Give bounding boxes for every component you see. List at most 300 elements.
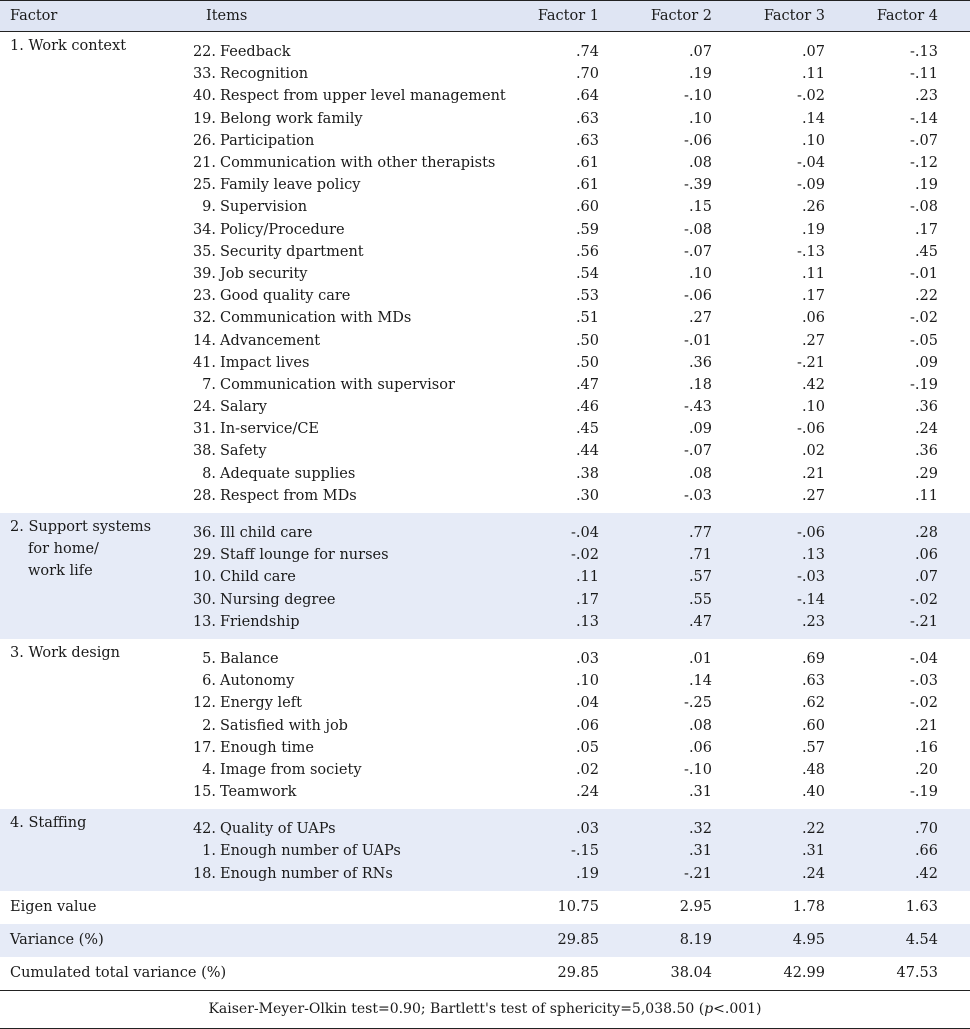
loading-value-factor-1: .05 — [575, 739, 599, 756]
loading-value-factor-4: .20 — [914, 761, 938, 778]
item-cell — [188, 670, 518, 692]
loading-value-factor-2: .08 — [688, 465, 712, 482]
factor-group — [0, 513, 970, 639]
item-label: Security dpartment — [220, 243, 364, 260]
item-label: In-service/CE — [220, 421, 320, 438]
loading-value-factor-1: -.15 — [571, 843, 599, 860]
table-row — [0, 513, 970, 544]
item-label: Child care — [220, 569, 296, 586]
stat-value-factor-3: 4.95 — [792, 932, 825, 949]
item-number: 9. — [202, 199, 216, 216]
loading-value-factor-3: .26 — [801, 199, 825, 216]
stat-value-factor-2: 8.19 — [679, 932, 712, 949]
loading-value-factor-4: .42 — [914, 865, 938, 882]
item-label: Quality of UAPs — [220, 821, 336, 838]
loading-value-factor-3: .11 — [801, 66, 825, 83]
loading-value-factor-2: .27 — [688, 310, 712, 327]
item-number: 28. — [192, 487, 216, 504]
loading-value-factor-4: -.07 — [910, 132, 938, 149]
loading-value-factor-2: .31 — [688, 843, 712, 860]
loading-value-factor-4: .16 — [914, 739, 938, 756]
item-label: Participation — [220, 132, 315, 149]
stat-value-factor-3: 1.78 — [792, 899, 825, 916]
loading-value-factor-4: -.01 — [910, 265, 938, 282]
loading-value-factor-1: .74 — [575, 44, 599, 61]
loading-value-factor-4: -.08 — [910, 199, 938, 216]
loading-value-factor-3: .57 — [801, 739, 825, 756]
loading-value-factor-1: .02 — [575, 761, 599, 778]
item-number: 33. — [192, 66, 216, 83]
header-factor-3: Factor 3 — [744, 1, 857, 32]
loading-value-factor-1: -.04 — [571, 525, 599, 542]
loading-value-factor-1: .53 — [575, 288, 599, 305]
loading-value-factor-3: .13 — [801, 547, 825, 564]
table-row — [0, 32, 970, 64]
loading-value-factor-1: .50 — [575, 354, 599, 371]
loading-value-factor-1: .11 — [575, 569, 599, 586]
factor-name-line: 2. Support systems — [10, 518, 152, 535]
loading-value-factor-1: .61 — [575, 155, 599, 172]
loading-value-factor-2: -.07 — [684, 443, 712, 460]
item-number: 31. — [192, 421, 216, 438]
item-label: Satisfied with job — [220, 717, 348, 734]
item-label: Enough time — [220, 739, 315, 756]
loading-value-factor-4: -.03 — [910, 673, 938, 690]
loading-value-factor-4: .09 — [914, 354, 938, 371]
loading-value-factor-2: -.03 — [684, 487, 712, 504]
loading-value-factor-4: -.02 — [910, 695, 938, 712]
item-number: 7. — [202, 376, 216, 393]
loading-value-factor-2: .10 — [688, 110, 712, 127]
item-number: 36. — [192, 525, 216, 542]
loading-value-factor-1: .64 — [575, 88, 599, 105]
stat-label: Eigen value — [10, 899, 97, 916]
table-row — [0, 809, 970, 840]
loading-value-factor-2: -.01 — [684, 332, 712, 349]
item-label: Communication with supervisor — [220, 376, 455, 393]
loading-value-factor-2: -.07 — [684, 243, 712, 260]
stat-value-factor-3: 42.99 — [783, 965, 825, 982]
loading-value-factor-1: .03 — [575, 821, 599, 838]
item-cell — [188, 759, 518, 781]
loading-value-factor-3: .10 — [801, 399, 825, 416]
factor-group — [0, 809, 970, 891]
item-cell — [188, 611, 518, 639]
loading-value-factor-1: -.02 — [571, 547, 599, 564]
loading-value-factor-1: .61 — [575, 177, 599, 194]
loading-value-factor-3: -.09 — [797, 177, 825, 194]
item-label: Communication with other therapists — [220, 155, 496, 172]
item-cell — [188, 714, 518, 736]
item-number: 2. — [202, 717, 216, 734]
loading-value-factor-1: .38 — [575, 465, 599, 482]
loading-value-factor-2: .55 — [688, 591, 712, 608]
loading-value-factor-3: .69 — [801, 650, 825, 667]
loading-value-factor-4: -.12 — [910, 155, 938, 172]
loading-value-factor-1: .60 — [575, 199, 599, 216]
loading-value-factor-1: .17 — [575, 591, 599, 608]
loading-value-factor-3: .48 — [801, 761, 825, 778]
loading-value-factor-1: .56 — [575, 243, 599, 260]
loading-value-factor-4: .24 — [914, 421, 938, 438]
item-cell — [188, 485, 518, 513]
item-cell — [188, 263, 518, 285]
item-label: Salary — [220, 399, 267, 416]
header-items: Items — [188, 1, 518, 32]
loading-value-factor-1: .10 — [575, 673, 599, 690]
factor-name — [0, 809, 188, 891]
loading-value-factor-4: .22 — [914, 288, 938, 305]
loading-value-factor-2: -.43 — [684, 399, 712, 416]
stat-value-factor-2: 2.95 — [679, 899, 712, 916]
item-number: 24. — [192, 399, 216, 416]
item-label: Friendship — [220, 613, 300, 630]
loading-value-factor-3: -.02 — [797, 88, 825, 105]
loading-value-factor-2: .47 — [688, 613, 712, 630]
stat-value-factor-4: 1.63 — [905, 899, 938, 916]
item-cell — [188, 692, 518, 714]
item-cell — [188, 589, 518, 611]
loading-value-factor-1: .30 — [575, 487, 599, 504]
item-label: Belong work family — [220, 110, 363, 127]
loading-value-factor-2: .09 — [688, 421, 712, 438]
loading-value-factor-3: .63 — [801, 673, 825, 690]
item-cell — [188, 840, 518, 862]
item-cell — [188, 374, 518, 396]
footnote-row — [0, 990, 970, 1028]
loading-value-factor-4: .45 — [914, 243, 938, 260]
header-factor-1: Factor 1 — [518, 1, 631, 32]
footnote — [0, 990, 970, 1028]
loading-value-factor-2: .18 — [688, 376, 712, 393]
loading-value-factor-3: .10 — [801, 132, 825, 149]
item-label: Family leave policy — [220, 177, 361, 194]
loading-value-factor-2: .07 — [688, 44, 712, 61]
item-label: Respect from MDs — [220, 487, 357, 504]
loading-value-factor-2: .31 — [688, 784, 712, 801]
item-cell — [188, 307, 518, 329]
loading-value-factor-2: .71 — [688, 547, 712, 564]
loading-value-factor-2: -.10 — [684, 761, 712, 778]
stat-row — [0, 957, 970, 991]
loading-value-factor-4: .36 — [914, 443, 938, 460]
loading-value-factor-4: -.02 — [910, 591, 938, 608]
factor-name-line: 3. Work design — [10, 644, 120, 661]
item-number: 15. — [192, 784, 216, 801]
item-number: 40. — [192, 88, 216, 105]
loading-value-factor-4: -.19 — [910, 784, 938, 801]
summary-stats — [0, 891, 970, 1029]
loading-value-factor-1: .63 — [575, 132, 599, 149]
loading-value-factor-1: .45 — [575, 421, 599, 438]
item-cell — [188, 463, 518, 485]
loading-value-factor-4: .19 — [914, 177, 938, 194]
item-cell — [188, 152, 518, 174]
item-cell — [188, 174, 518, 196]
item-number: 39. — [192, 265, 216, 282]
loading-value-factor-4: -.02 — [910, 310, 938, 327]
item-cell — [188, 781, 518, 809]
item-cell — [188, 63, 518, 85]
item-label: Enough number of RNs — [220, 865, 393, 882]
loading-value-factor-1: .03 — [575, 650, 599, 667]
factor-name-line: for home/ — [28, 541, 99, 558]
loading-value-factor-2: -.25 — [684, 695, 712, 712]
loading-value-factor-1: .63 — [575, 110, 599, 127]
loading-value-factor-3: -.04 — [797, 155, 825, 172]
loading-value-factor-3: .11 — [801, 265, 825, 282]
loading-value-factor-3: .42 — [801, 376, 825, 393]
loading-value-factor-3: -.21 — [797, 354, 825, 371]
stat-value-factor-4: 47.53 — [896, 965, 938, 982]
item-label: Advancement — [220, 332, 321, 349]
loading-value-factor-4: .23 — [914, 88, 938, 105]
loading-value-factor-1: .70 — [575, 66, 599, 83]
item-cell — [188, 108, 518, 130]
item-number: 29. — [192, 547, 216, 564]
loading-value-factor-2: .15 — [688, 199, 712, 216]
loading-value-factor-2: .32 — [688, 821, 712, 838]
item-number: 8. — [202, 465, 216, 482]
factor-name — [0, 639, 188, 809]
footnote-p-symbol: p — [704, 1001, 714, 1018]
loading-value-factor-3: -.13 — [797, 243, 825, 260]
loading-value-factor-1: .47 — [575, 376, 599, 393]
loading-value-factor-3: .22 — [801, 821, 825, 838]
item-cell — [188, 418, 518, 440]
loading-value-factor-4: -.19 — [910, 376, 938, 393]
loading-value-factor-1: .44 — [575, 443, 599, 460]
loading-value-factor-1: .59 — [575, 221, 599, 238]
item-label: Policy/Procedure — [220, 221, 345, 238]
item-cell — [188, 32, 518, 64]
item-cell — [188, 440, 518, 462]
loading-value-factor-1: .54 — [575, 265, 599, 282]
header-factor-4: Factor 4 — [857, 1, 970, 32]
factor-name-line: 4. Staffing — [10, 815, 87, 832]
loading-value-factor-4: -.05 — [910, 332, 938, 349]
item-cell — [188, 513, 518, 544]
loading-value-factor-3: .31 — [801, 843, 825, 860]
item-number: 26. — [192, 132, 216, 149]
stat-row — [0, 891, 970, 924]
loading-value-factor-4: .66 — [914, 843, 938, 860]
item-cell — [188, 329, 518, 351]
item-label: Supervision — [220, 199, 308, 216]
item-cell — [188, 566, 518, 588]
item-number: 6. — [202, 673, 216, 690]
loading-value-factor-1: .51 — [575, 310, 599, 327]
item-label: Energy left — [220, 695, 302, 712]
loading-value-factor-4: .11 — [914, 487, 938, 504]
loading-value-factor-4: -.13 — [910, 44, 938, 61]
item-label: Respect from upper level management — [220, 88, 506, 105]
loading-value-factor-1: .06 — [575, 717, 599, 734]
loading-value-factor-3: -.06 — [797, 421, 825, 438]
loading-value-factor-2: .14 — [688, 673, 712, 690]
item-label: Ill child care — [220, 525, 313, 542]
loading-value-factor-4: .07 — [914, 569, 938, 586]
loading-value-factor-2: -.06 — [684, 288, 712, 305]
loading-value-factor-4: -.11 — [910, 66, 938, 83]
loading-value-factor-3: .40 — [801, 784, 825, 801]
item-label: Good quality care — [220, 288, 351, 305]
loading-value-factor-3: .14 — [801, 110, 825, 127]
loading-value-factor-4: -.14 — [910, 110, 938, 127]
footnote-suffix: <.001) — [713, 1001, 762, 1018]
item-number: 34. — [192, 221, 216, 238]
loading-value-factor-3: .06 — [801, 310, 825, 327]
item-number: 18. — [192, 865, 216, 882]
loading-value-factor-3: .62 — [801, 695, 825, 712]
loading-value-factor-4: .06 — [914, 547, 938, 564]
item-label: Autonomy — [220, 673, 295, 690]
item-label: Teamwork — [220, 784, 297, 801]
header-factor: Factor — [0, 1, 188, 32]
stat-value-factor-1: 10.75 — [557, 899, 599, 916]
item-number: 30. — [192, 591, 216, 608]
factor-group — [0, 32, 970, 513]
stat-value-factor-4: 4.54 — [905, 932, 938, 949]
item-number: 38. — [192, 443, 216, 460]
stat-row — [0, 924, 970, 957]
item-number: 19. — [192, 110, 216, 127]
table-row — [0, 639, 970, 670]
loading-value-factor-4: -.21 — [910, 613, 938, 630]
loading-value-factor-2: .08 — [688, 155, 712, 172]
loading-value-factor-3: .07 — [801, 44, 825, 61]
item-cell — [188, 196, 518, 218]
loading-value-factor-2: .10 — [688, 265, 712, 282]
loading-value-factor-1: .04 — [575, 695, 599, 712]
loading-value-factor-4: .17 — [914, 221, 938, 238]
loading-value-factor-3: .27 — [801, 487, 825, 504]
header-factor-2: Factor 2 — [631, 1, 744, 32]
item-cell — [188, 809, 518, 840]
loading-value-factor-2: .77 — [688, 525, 712, 542]
item-cell — [188, 544, 518, 566]
stat-label: Variance (%) — [10, 932, 104, 949]
item-label: Balance — [220, 650, 279, 667]
item-number: 5. — [202, 650, 216, 667]
loading-value-factor-1: .24 — [575, 784, 599, 801]
stat-value-factor-1: 29.85 — [557, 965, 599, 982]
item-cell — [188, 639, 518, 670]
item-label: Nursing degree — [220, 591, 336, 608]
loading-value-factor-2: .01 — [688, 650, 712, 667]
factor-group — [0, 639, 970, 809]
item-label: Feedback — [220, 44, 291, 61]
item-number: 32. — [192, 310, 216, 327]
item-label: Job security — [220, 265, 308, 282]
item-label: Enough number of UAPs — [220, 843, 401, 860]
footnote-prefix: Kaiser-Meyer-Olkin test=0.90; Bartlett's test of sphericity=5,038.50 ( — [208, 1001, 705, 1018]
loading-value-factor-3: .21 — [801, 465, 825, 482]
item-number: 22. — [192, 44, 216, 61]
item-number: 13. — [192, 613, 216, 630]
item-cell — [188, 863, 518, 891]
loading-value-factor-3: .24 — [801, 865, 825, 882]
loading-value-factor-3: .23 — [801, 613, 825, 630]
item-cell — [188, 130, 518, 152]
loading-value-factor-2: -.10 — [684, 88, 712, 105]
item-cell — [188, 285, 518, 307]
loading-value-factor-3: .27 — [801, 332, 825, 349]
loading-value-factor-3: -.14 — [797, 591, 825, 608]
loading-value-factor-3: .02 — [801, 443, 825, 460]
item-cell — [188, 85, 518, 107]
item-number: 35. — [192, 243, 216, 260]
loading-value-factor-4: .70 — [914, 821, 938, 838]
loading-value-factor-4: .28 — [914, 525, 938, 542]
item-label: Impact lives — [220, 354, 310, 371]
item-number: 17. — [192, 739, 216, 756]
loading-value-factor-1: .19 — [575, 865, 599, 882]
item-number: 12. — [192, 695, 216, 712]
item-cell — [188, 737, 518, 759]
item-number: 10. — [192, 569, 216, 586]
loading-value-factor-3: -.06 — [797, 525, 825, 542]
loading-value-factor-2: -.21 — [684, 865, 712, 882]
item-number: 21. — [192, 155, 216, 172]
loading-value-factor-2: .36 — [688, 354, 712, 371]
item-number: 41. — [192, 354, 216, 371]
loading-value-factor-3: .17 — [801, 288, 825, 305]
item-cell — [188, 352, 518, 374]
item-number: 23. — [192, 288, 216, 305]
loading-value-factor-3: .19 — [801, 221, 825, 238]
item-number: 1. — [202, 843, 216, 860]
stat-value-factor-1: 29.85 — [557, 932, 599, 949]
factor-name-line: work life — [28, 563, 93, 580]
loading-value-factor-2: -.39 — [684, 177, 712, 194]
item-label: Communication with MDs — [220, 310, 412, 327]
header-row — [0, 1, 970, 32]
item-cell — [188, 219, 518, 241]
item-number: 4. — [202, 761, 216, 778]
loading-value-factor-1: .50 — [575, 332, 599, 349]
loading-value-factor-2: -.06 — [684, 132, 712, 149]
item-number: 42. — [192, 821, 216, 838]
item-number: 25. — [192, 177, 216, 194]
loading-value-factor-4: -.04 — [910, 650, 938, 667]
loading-value-factor-3: .60 — [801, 717, 825, 734]
item-cell — [188, 396, 518, 418]
loading-value-factor-1: .46 — [575, 399, 599, 416]
item-number: 14. — [192, 332, 216, 349]
factor-name — [0, 32, 188, 513]
loading-value-factor-3: -.03 — [797, 569, 825, 586]
factor-name-line: 1. Work context — [10, 38, 127, 54]
loading-value-factor-2: .19 — [688, 66, 712, 83]
item-label: Staff lounge for nurses — [220, 547, 389, 564]
item-cell — [188, 241, 518, 263]
loading-value-factor-2: .06 — [688, 739, 712, 756]
factor-name — [0, 513, 188, 639]
stat-label: Cumulated total variance (%) — [10, 965, 227, 982]
loading-value-factor-2: .57 — [688, 569, 712, 586]
item-label: Safety — [220, 443, 267, 460]
loading-value-factor-2: .08 — [688, 717, 712, 734]
stat-value-factor-2: 38.04 — [670, 965, 712, 982]
loading-value-factor-1: .13 — [575, 613, 599, 630]
item-label: Image from society — [220, 761, 362, 778]
loading-value-factor-4: .21 — [914, 717, 938, 734]
loading-value-factor-4: .36 — [914, 399, 938, 416]
loading-value-factor-4: .29 — [914, 465, 938, 482]
loading-value-factor-2: -.08 — [684, 221, 712, 238]
item-label: Recognition — [220, 66, 309, 83]
